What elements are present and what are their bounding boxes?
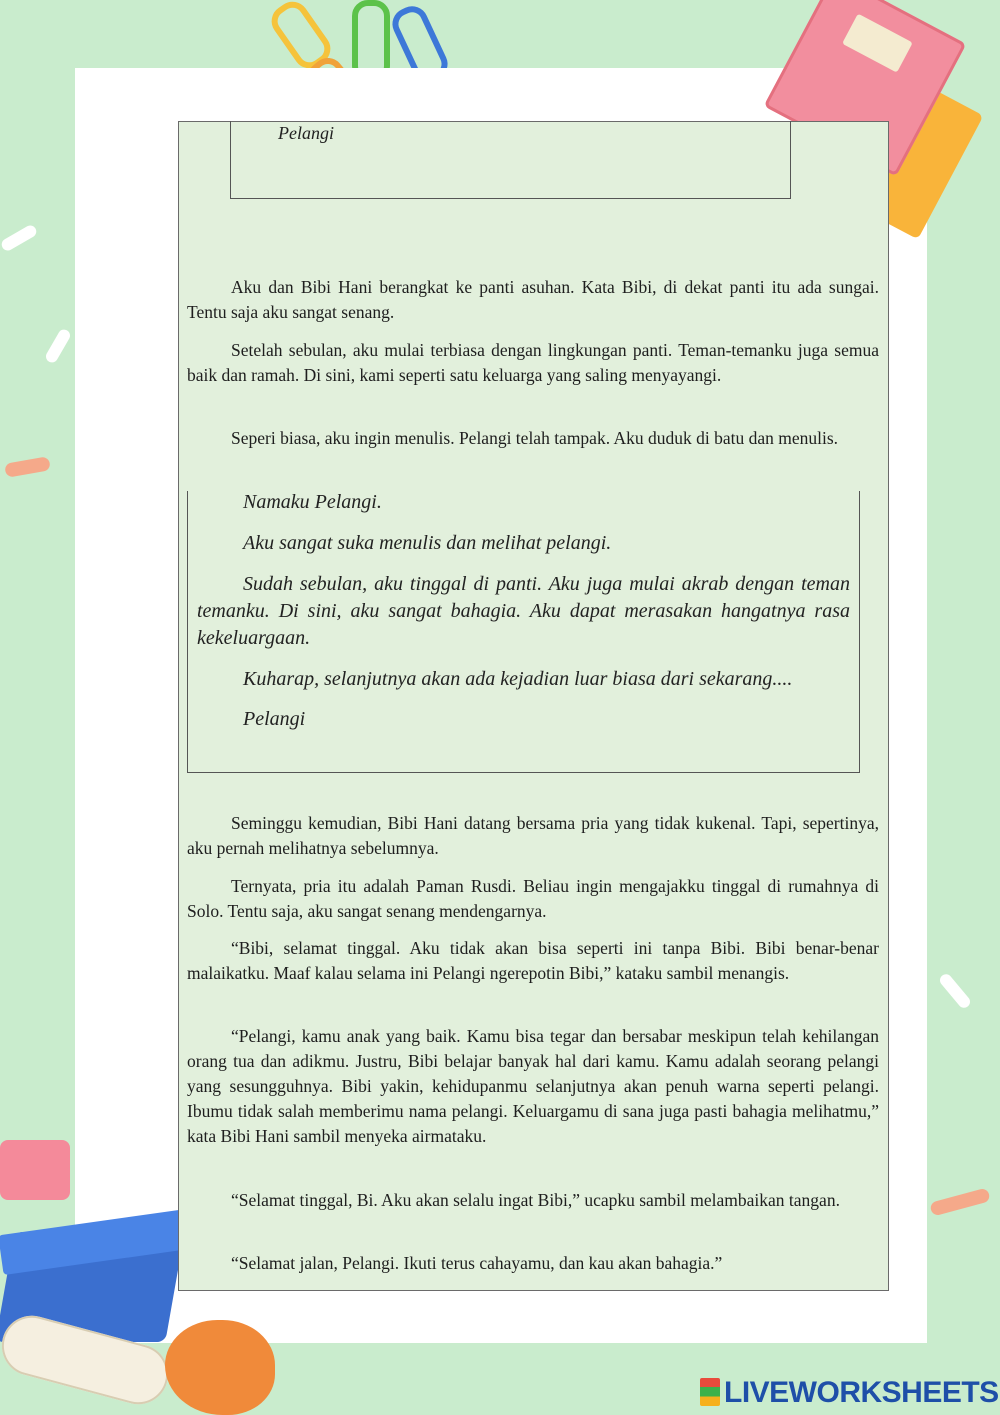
story-paragraph: “Bibi, selamat tinggal. Aku tidak akan bisa seperti ini tanpa Bibi. Bibi benar-benar malaikatku. Maaf kalau selama ini Pelangi ngerepotin Bibi,” kataku sambil menangis. <box>187 938 879 983</box>
story-paragraph: “Pelangi, kamu anak yang baik. Kamu bisa tegar dan bersabar meskipun telah kehilangan orang tua dan adikmu. Justru, Bibi belajar banyak hal dari kamu. Kamu adalah seorang pelangi yang sesungguhnya. Bibi yakin, kehidupanmu selanjutnya akan penuh warna seperti pelangi. Ibumu tidak salah memberimu nama pelangi. Keluargamu di sana juga pasti bahagia melihatmu,” kata Bibi Hani sambil menyeka airmataku. <box>187 1026 879 1146</box>
diary-signature: Pelangi <box>278 123 334 143</box>
logo-mark-icon <box>700 1378 720 1406</box>
logo-text: LIVEWORKSHEETS <box>724 1376 999 1409</box>
story-page <box>178 121 889 1291</box>
diary-line: Namaku Pelangi. <box>243 491 382 513</box>
story-paragraph: “Selamat tinggal, Bi. Aku akan selalu ingat Bibi,” ucapku sambil melambaikan tangan. <box>231 1190 840 1210</box>
paint-palette-icon <box>165 1320 275 1415</box>
liveworksheets-logo[interactable] <box>700 1376 999 1410</box>
story-paragraph: Seminggu kemudian, Bibi Hani datang bersama pria yang tidak kukenal. Tapi, sepertinya, aku pernah melihatnya sebelumnya. <box>187 813 879 858</box>
sharpener-icon <box>0 1140 70 1200</box>
story-paragraph: “Selamat jalan, Pelangi. Ikuti terus cahayamu, dan kau akan bahagia.” <box>231 1253 723 1273</box>
squiggle-icon <box>44 327 72 364</box>
diary-line: Kuharap, selanjutnya akan ada kejadian luar biasa dari sekarang.... <box>243 668 793 690</box>
story-paragraph: Aku dan Bibi Hani berangkat ke panti asuhan. Kata Bibi, di dekat panti itu ada sungai. Tentu saja aku sangat senang. <box>187 277 879 322</box>
previous-diary-box <box>230 121 791 199</box>
story-paragraph: Seperi biasa, aku ingin menulis. Pelangi telah tampak. Aku duduk di batu dan menulis. <box>231 428 839 448</box>
diary-signature: Pelangi <box>243 708 306 730</box>
squiggle-icon <box>4 456 51 478</box>
story-paragraph: Setelah sebulan, aku mulai terbiasa dengan lingkungan panti. Teman-temanku juga semua baik dan ramah. Di sini, kami seperti satu keluarga yang saling menyayangi. <box>187 340 879 385</box>
diary-line: Aku sangat suka menulis dan melihat pelangi. <box>243 532 612 554</box>
diary-line: Sudah sebulan, aku tinggal di panti. Aku juga mulai akrab dengan teman temanku. Di sini, aku sangat bahagia. Aku dapat merasakan hangatnya rasa kekeluargaan. <box>197 573 850 649</box>
squiggle-icon <box>938 972 973 1010</box>
squiggle-icon <box>0 223 38 252</box>
story-paragraph: Ternyata, pria itu adalah Paman Rusdi. Beliau ingin mengajakku tinggal di rumahnya di Solo. Tentu saja, aku sangat senang mendengarnya. <box>187 876 879 921</box>
diary-box <box>187 491 860 773</box>
squiggle-icon <box>929 1187 991 1216</box>
